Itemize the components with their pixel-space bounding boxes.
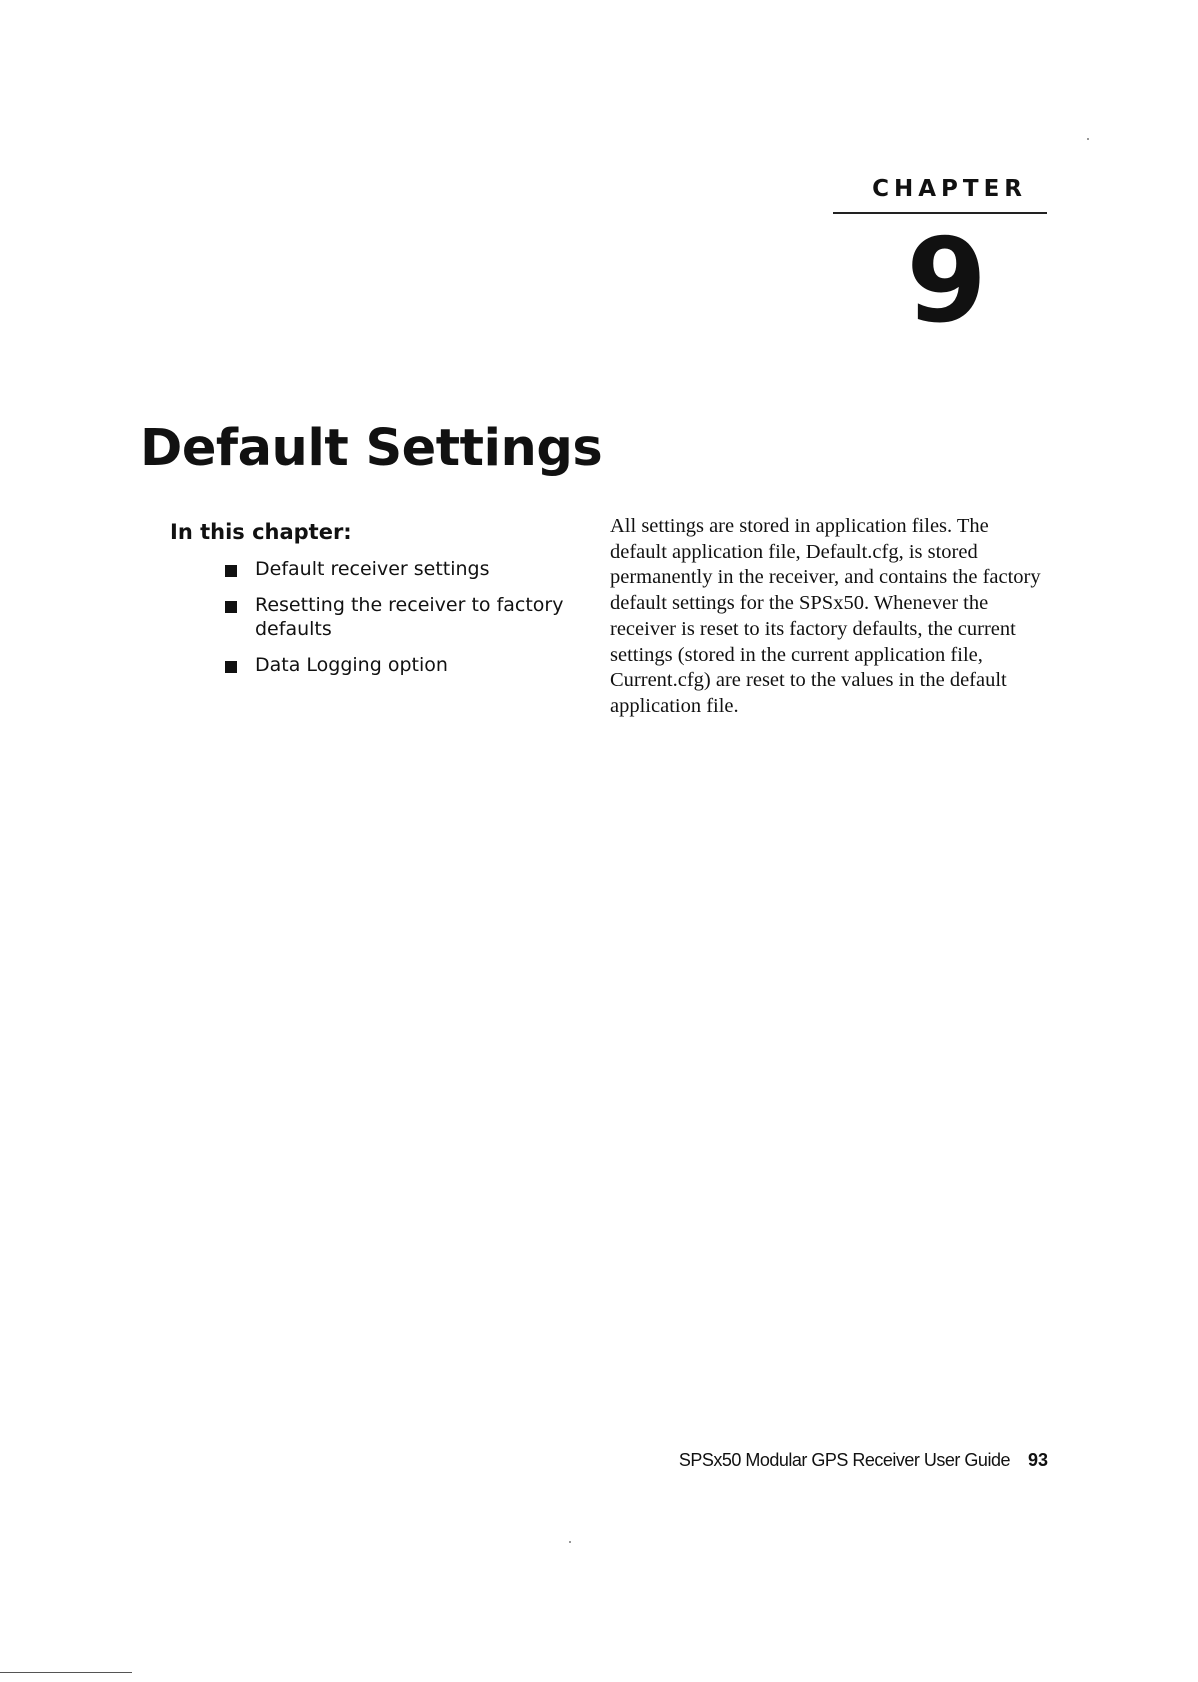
page-footer <box>600 1448 1048 1472</box>
contents-item-label: Default receiver settings <box>255 558 490 580</box>
chapter-label: CHAPTER <box>872 176 1027 202</box>
contents-heading: In this chapter: <box>170 520 352 544</box>
contents-item <box>225 557 585 581</box>
contents-item <box>225 593 585 641</box>
square-bullet-icon <box>225 565 237 577</box>
contents-item <box>225 653 585 677</box>
square-bullet-icon <box>225 661 237 673</box>
square-bullet-icon <box>225 601 237 613</box>
chapter-contents <box>170 517 590 689</box>
contents-item-label: Resetting the receiver to factory defaults <box>255 594 564 640</box>
contents-item-label: Data Logging option <box>255 654 448 676</box>
footer-title: SPSx50 Modular GPS Receiver User Guide <box>678 1450 1010 1470</box>
intro-paragraph: All settings are stored in application files. The default application file, Default.cfg, is stored permanently in the receiver, and contains the factory default settings for the SPSx50. Whenever the receiver is reset to its factory defaults, the current settings (stored in the current application file, Current.cfg) are reset to the values in the default application file. <box>610 515 1041 717</box>
scan-edge-line <box>0 1672 132 1673</box>
page-title: Default Settings <box>140 419 603 478</box>
page-number: 93 <box>1027 1450 1048 1470</box>
chapter-number: 9 <box>906 214 987 349</box>
contents-list <box>170 557 590 677</box>
scan-speck <box>569 1541 571 1543</box>
scan-speck <box>1087 138 1089 140</box>
